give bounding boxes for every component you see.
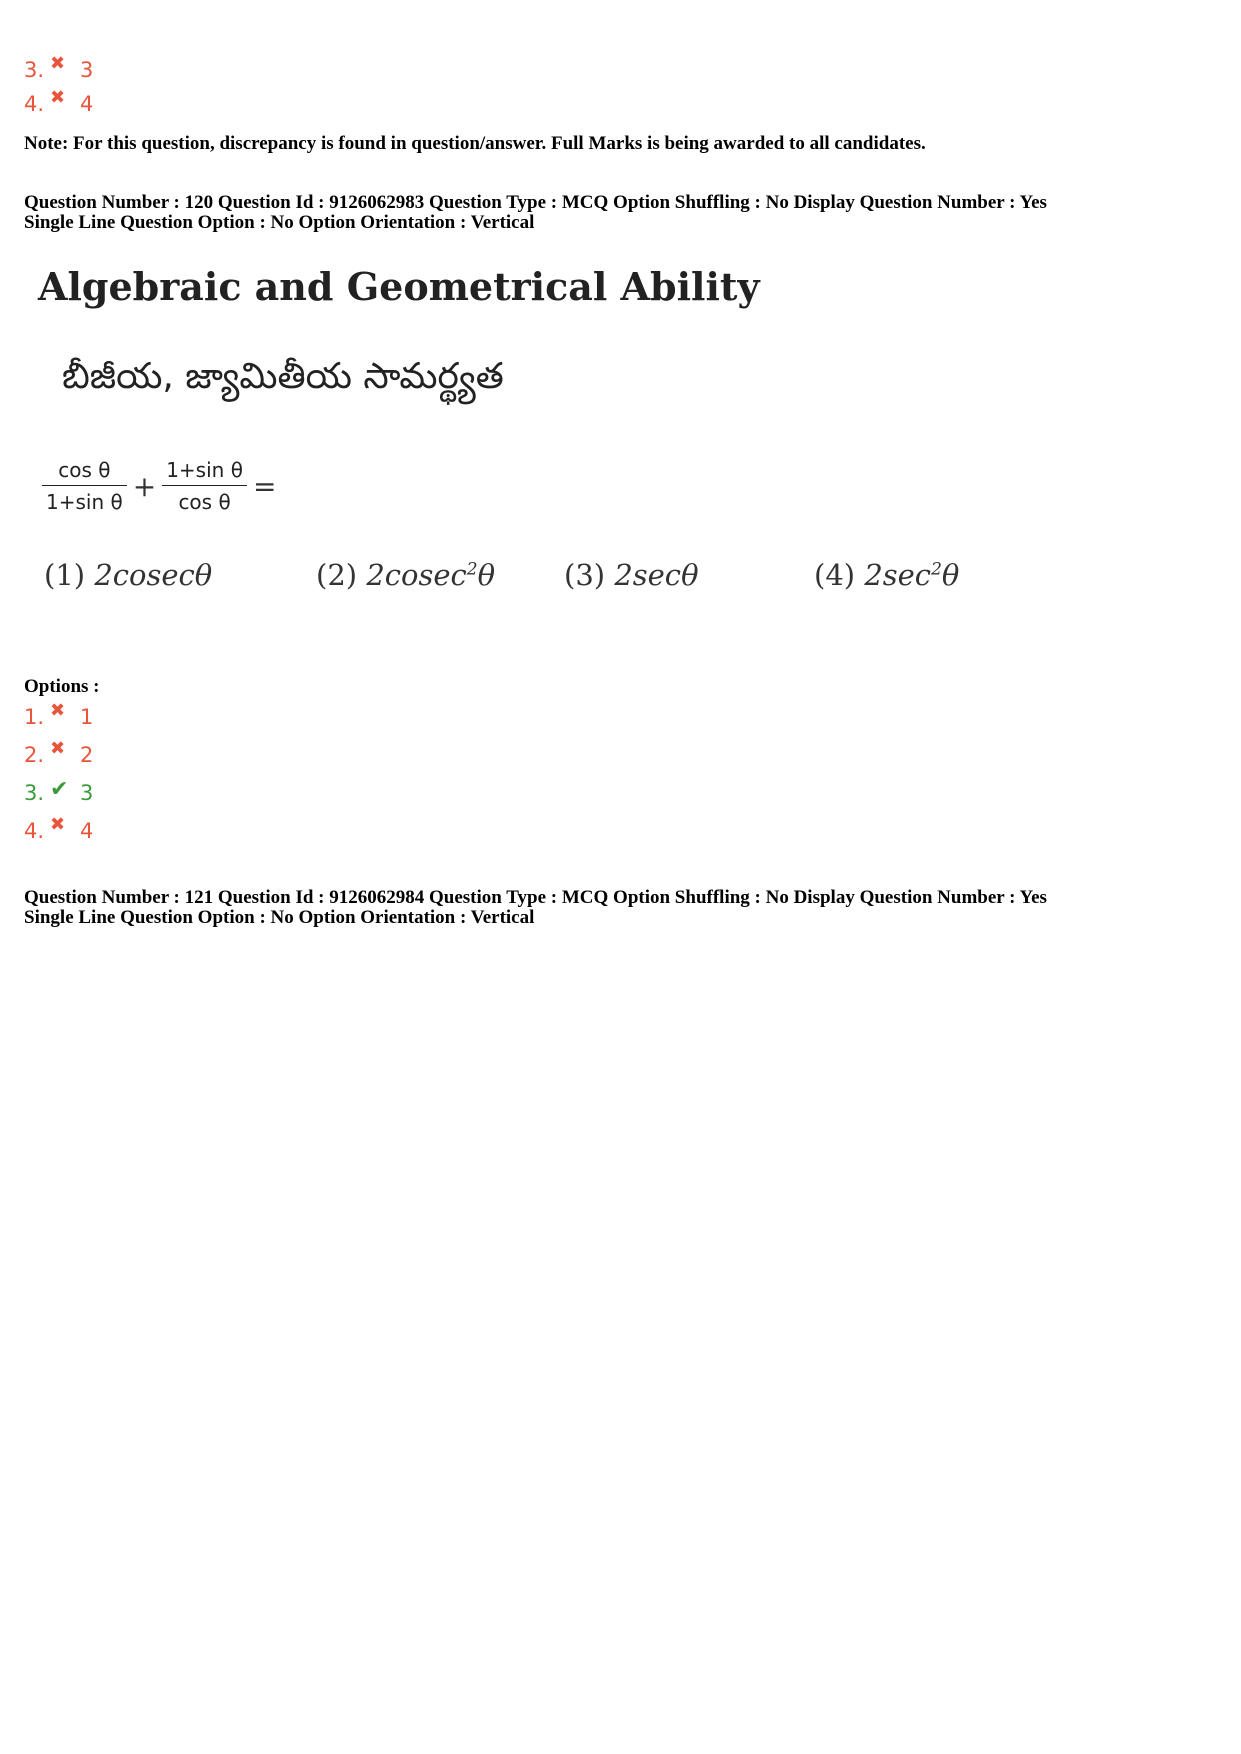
choice-label: (2) [316, 558, 358, 592]
q120-meta-line-1: Question Number : 120 Question Id : 9126062983 Question Type : MCQ Option Shuffling : No Display Question Number : Yes [24, 192, 1047, 213]
answer-choice-2 [316, 558, 495, 592]
option-value: 4 [80, 819, 94, 843]
fraction-1 [42, 458, 127, 514]
equals-sign: = [252, 469, 277, 503]
cross-icon: ✖ [50, 87, 66, 108]
option-number: 1. [24, 705, 45, 729]
choice-expression: $2\sec^2\theta$ [864, 558, 960, 592]
option-number: 3. [24, 58, 45, 82]
options-label: Options : [24, 676, 100, 697]
option-value: 2 [80, 743, 94, 767]
question-equation [42, 458, 282, 514]
option-value: 4 [80, 92, 94, 116]
cross-icon: ✖ [50, 814, 66, 835]
option-value: 3 [80, 58, 94, 82]
fraction-2-numerator: 1+sin θ [162, 458, 247, 486]
choice-label: (4) [814, 558, 856, 592]
option-number: 4. [24, 92, 45, 116]
answer-choice-3 [564, 558, 699, 592]
choice-expression: 2secθ [614, 558, 699, 592]
question-image [24, 248, 984, 608]
option-number: 3. [24, 781, 45, 805]
option-2 [24, 738, 94, 768]
option-1 [24, 700, 94, 730]
fraction-1-numerator: cos θ [42, 458, 127, 486]
plus-sign: + [132, 469, 157, 503]
section-heading: Algebraic and Geometrical Ability [38, 264, 760, 309]
option-3 [24, 777, 94, 806]
choice-label: (3) [564, 558, 606, 592]
fraction-2 [162, 458, 247, 514]
answer-choice-4 [814, 558, 959, 592]
option-value: 1 [80, 705, 94, 729]
cross-icon: ✖ [50, 53, 66, 74]
choice-expression: 2cosec$^2$θ [366, 558, 496, 592]
prev-option-4 [24, 87, 94, 117]
answer-choice-1 [44, 558, 212, 592]
option-value: 3 [80, 781, 94, 805]
option-4 [24, 814, 94, 844]
fraction-1-denominator: 1+sin θ [46, 490, 123, 514]
cross-icon: ✖ [50, 738, 66, 759]
fraction-2-denominator: cos θ [178, 490, 231, 514]
option-number: 4. [24, 819, 45, 843]
prev-option-3 [24, 53, 94, 83]
cross-icon: ✖ [50, 700, 66, 721]
option-number: 2. [24, 743, 45, 767]
q121-meta-line-1: Question Number : 121 Question Id : 9126062984 Question Type : MCQ Option Shuffling : No Display Question Number : Yes [24, 887, 1047, 908]
choice-label: (1) [44, 558, 86, 592]
q121-meta-line-2: Single Line Question Option : No Option Orientation : Vertical [24, 907, 535, 928]
discrepancy-note: Note: For this question, discrepancy is found in question/answer. Full Marks is being awarded to all candidates. [24, 133, 926, 154]
section-heading-telugu: బీజీయ, జ్యామితీయ సామర్థ్యత [62, 356, 504, 397]
choice-expression: 2cosecθ [94, 558, 213, 592]
check-icon: ✔ [50, 777, 69, 802]
q120-meta-line-2: Single Line Question Option : No Option Orientation : Vertical [24, 212, 535, 233]
